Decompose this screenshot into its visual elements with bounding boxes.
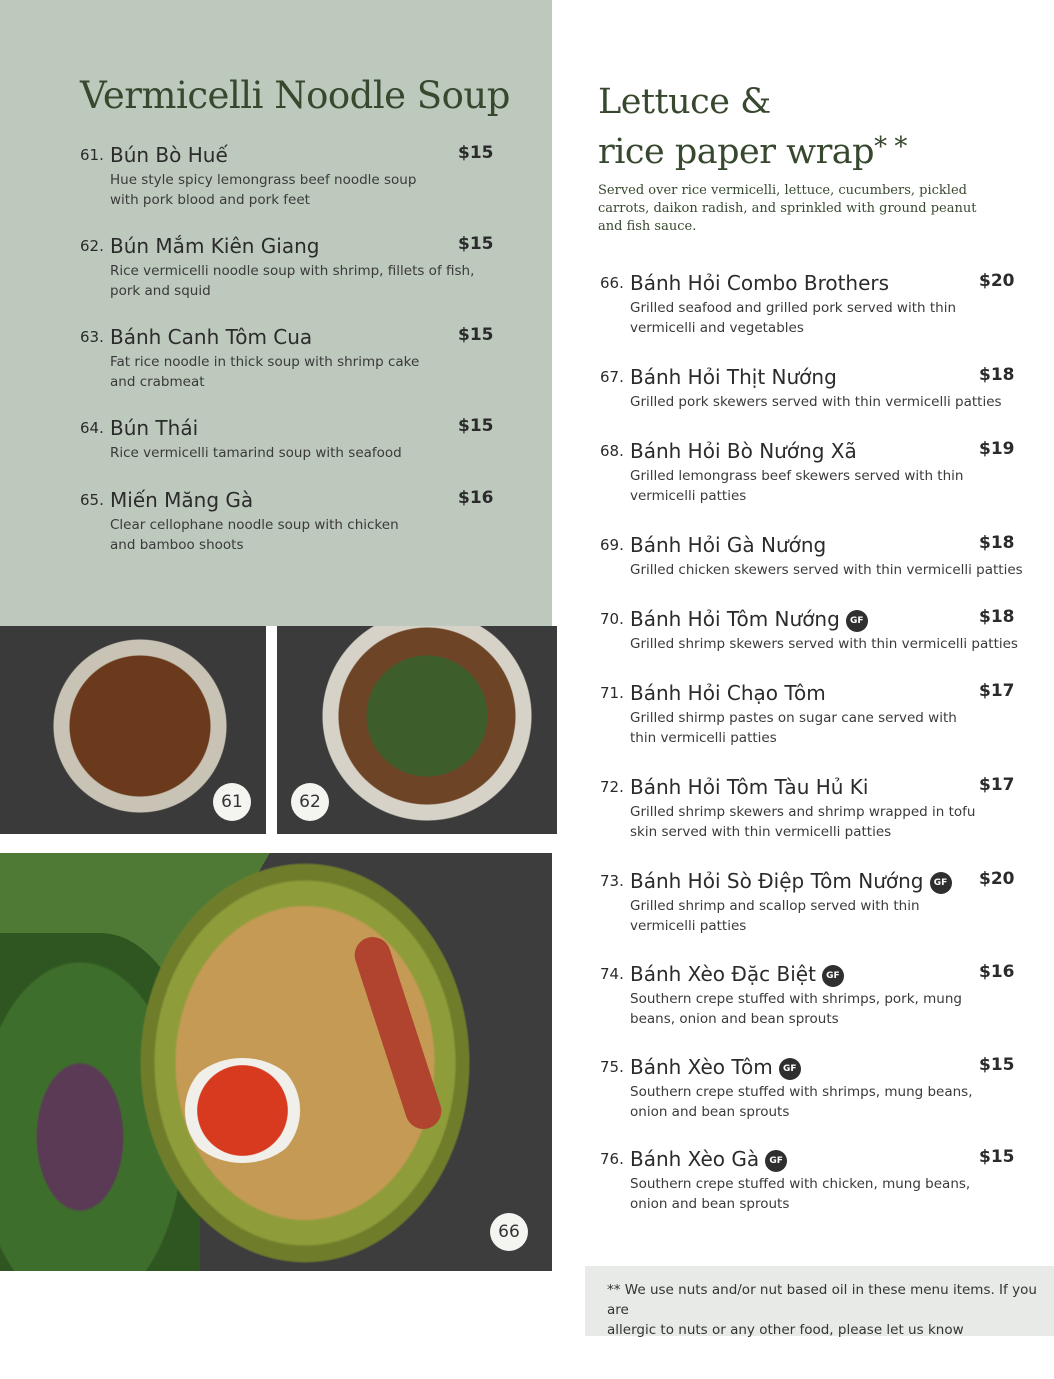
photo-dish-62 <box>277 626 557 834</box>
item-name <box>110 415 198 441</box>
menu-item-header <box>80 142 494 170</box>
menu-item-header <box>80 487 494 515</box>
item-number: 70. <box>600 610 624 628</box>
item-name-text: Bún Thái <box>110 416 199 440</box>
item-name-text: Bánh Xèo Gà <box>630 1147 760 1171</box>
item-name <box>630 774 868 800</box>
item-name <box>630 868 952 894</box>
intro-line: and fish sauce. <box>598 219 697 234</box>
menu-item <box>600 961 1015 1029</box>
item-description: Southern crepe stuffed with chicken, mung beans, <box>630 1176 971 1192</box>
item-name-text: Bánh Canh Tôm Cua <box>110 325 313 349</box>
item-name-text: Bánh Hỏi Sò Điệp Tôm Nướng <box>630 869 924 893</box>
section-title-lettuce-wrap <box>598 80 907 175</box>
item-description: Grilled chicken skewers served with thin vermicelli patties <box>630 562 1023 578</box>
gluten-free-icon: GF <box>930 872 952 894</box>
menu-item-header <box>600 270 1015 298</box>
item-description: Southern crepe stuffed with shrimps, mung beans, <box>630 1084 973 1100</box>
item-number: 72. <box>600 778 624 796</box>
menu-item <box>600 270 1015 338</box>
menu-item-header <box>600 1146 1015 1174</box>
item-description: onion and bean sprouts <box>630 1104 790 1120</box>
item-name <box>630 606 868 632</box>
item-name-text: Bánh Hỏi Chạo Tôm <box>630 681 826 705</box>
item-number: 61. <box>80 146 104 164</box>
item-description: vermicelli patties <box>630 488 747 504</box>
item-number: 62. <box>80 237 104 255</box>
item-number: 74. <box>600 965 624 983</box>
menu-item-header <box>600 532 1023 560</box>
item-number: 69. <box>600 536 624 554</box>
item-number: 65. <box>80 491 104 509</box>
menu-item-header <box>600 606 1018 634</box>
item-name <box>630 961 844 987</box>
section-title-vermicelli: Vermicelli Noodle Soup <box>80 74 510 117</box>
item-number: 66. <box>600 274 624 292</box>
menu-item <box>600 774 1015 842</box>
item-number: 75. <box>600 1058 624 1076</box>
item-description: onion and bean sprouts <box>630 1196 790 1212</box>
menu-item <box>600 1054 1015 1122</box>
item-name <box>630 680 826 706</box>
menu-item-header <box>80 324 494 352</box>
menu-item <box>600 364 1015 412</box>
item-price: $20 <box>979 869 1015 889</box>
item-description: beans, onion and bean sprouts <box>630 1011 839 1027</box>
item-price: $15 <box>458 325 494 345</box>
photo-badge-61: 61 <box>213 783 251 821</box>
item-number: 71. <box>600 684 624 702</box>
menu-item <box>80 233 494 301</box>
item-description: Southern crepe stuffed with shrimps, pork, mung <box>630 991 962 1007</box>
note-line: ** We use nuts and/or nut based oil in these menu items. If you are <box>607 1282 1037 1318</box>
item-name-text: Bánh Hỏi Tôm Tàu Hủ Ki <box>630 775 869 799</box>
section-intro <box>598 182 1018 236</box>
item-description: Grilled shrimp and scallop served with thin <box>630 898 920 914</box>
item-name-text: Bánh Xèo Tôm <box>630 1055 773 1079</box>
menu-item <box>600 532 1023 580</box>
menu-item <box>80 487 494 555</box>
item-price: $15 <box>458 143 494 163</box>
item-name <box>630 364 837 390</box>
menu-item <box>600 438 1015 506</box>
menu-item <box>600 1146 1015 1214</box>
menu-item <box>80 415 494 463</box>
item-name-text: Bún Mắm Kiên Giang <box>110 234 320 258</box>
menu-item <box>600 606 1018 654</box>
item-description: vermicelli patties <box>630 918 747 934</box>
item-price: $16 <box>458 488 494 508</box>
gluten-free-icon: GF <box>765 1150 787 1172</box>
title-stars: * * <box>874 132 907 162</box>
item-number: 73. <box>600 872 624 890</box>
item-price: $18 <box>979 607 1015 627</box>
item-name-text: Bánh Xèo Đặc Biệt <box>630 962 816 986</box>
item-description: Fat rice noodle in thick soup with shrimp cake <box>110 354 420 370</box>
item-description: vermicelli and vegetables <box>630 320 804 336</box>
menu-item <box>600 868 1015 936</box>
item-name <box>110 487 253 513</box>
item-name-text: Bánh Hỏi Thịt Nướng <box>630 365 837 389</box>
item-description: Rice vermicelli noodle soup with shrimp, fillets of fish, <box>110 263 475 279</box>
gluten-free-icon: GF <box>846 610 868 632</box>
item-description: Clear cellophane noodle soup with chicken <box>110 517 399 533</box>
item-price: $20 <box>979 271 1015 291</box>
item-name-text: Miến Măng Gà <box>110 488 254 512</box>
item-description: thin vermicelli patties <box>630 730 777 746</box>
photo-dish-61 <box>0 626 266 834</box>
item-name <box>110 142 228 168</box>
item-name-text: Bánh Hỏi Gà Nướng <box>630 533 827 557</box>
menu-item-header <box>600 774 1015 802</box>
menu-item-header <box>600 868 1015 896</box>
gluten-free-icon: GF <box>779 1058 801 1080</box>
item-price: $15 <box>979 1147 1015 1167</box>
item-description: and crabmeat <box>110 374 205 390</box>
sauce-bowl-illustration <box>180 1058 305 1163</box>
menu-item-header <box>600 364 1015 392</box>
item-description: Rice vermicelli tamarind soup with seafood <box>110 445 402 461</box>
photo-dish-66 <box>0 853 552 1271</box>
item-price: $16 <box>979 962 1015 982</box>
item-name-text: Bánh Hỏi Bò Nướng Xã <box>630 439 857 463</box>
item-price: $15 <box>979 1055 1015 1075</box>
item-description: Grilled lemongrass beef skewers served with thin <box>630 468 964 484</box>
item-price: $17 <box>979 681 1015 701</box>
item-price: $18 <box>979 365 1015 385</box>
item-price: $15 <box>458 234 494 254</box>
menu-item-header <box>600 680 1015 708</box>
menu-item <box>600 680 1015 748</box>
item-description: Grilled pork skewers served with thin vermicelli patties <box>630 394 1002 410</box>
item-description: Hue style spicy lemongrass beef noodle soup <box>110 172 417 188</box>
item-description: pork and squid <box>110 283 211 299</box>
intro-line: Served over rice vermicelli, lettuce, cucumbers, pickled <box>598 183 967 198</box>
note-line: allergic to nuts or any other food, please let us know <box>607 1322 964 1338</box>
allergy-note <box>585 1266 1054 1336</box>
menu-item-header <box>600 961 1015 989</box>
gluten-free-icon: GF <box>822 965 844 987</box>
item-name <box>630 1146 787 1172</box>
item-price: $19 <box>979 439 1015 459</box>
item-number: 64. <box>80 419 104 437</box>
item-price: $18 <box>979 533 1015 553</box>
item-number: 76. <box>600 1150 624 1168</box>
item-number: 63. <box>80 328 104 346</box>
item-name <box>630 1054 801 1080</box>
item-name-text: Bún Bò Huế <box>110 143 228 167</box>
photo-badge-66: 66 <box>490 1213 528 1251</box>
item-description: and bamboo shoots <box>110 537 244 553</box>
item-description: with pork blood and pork feet <box>110 192 310 208</box>
item-name <box>110 324 312 350</box>
item-name-text: Bánh Hỏi Combo Brothers <box>630 271 890 295</box>
item-number: 67. <box>600 368 624 386</box>
menu-item <box>80 142 494 210</box>
item-description: Grilled shrimp skewers and shrimp wrapped in tofu <box>630 804 976 820</box>
item-name <box>630 532 826 558</box>
title-line-2: rice paper wrap <box>598 132 875 172</box>
item-price: $15 <box>458 416 494 436</box>
menu-item-header <box>600 438 1015 466</box>
title-line-1: Lettuce & <box>598 82 771 122</box>
item-number: 68. <box>600 442 624 460</box>
item-name-text: Bánh Hỏi Tôm Nướng <box>630 607 840 631</box>
intro-line: carrots, daikon radish, and sprinkled with ground peanut <box>598 201 977 216</box>
menu-item <box>80 324 494 392</box>
item-price: $17 <box>979 775 1015 795</box>
photo-badge-62: 62 <box>291 783 329 821</box>
menu-item-header <box>80 233 494 261</box>
item-description: skin served with thin vermicelli patties <box>630 824 892 840</box>
item-description: Grilled seafood and grilled pork served with thin <box>630 300 957 316</box>
menu-item-header <box>80 415 494 443</box>
item-name <box>110 233 319 259</box>
item-name <box>630 270 889 296</box>
item-name <box>630 438 857 464</box>
item-description: Grilled shirmp pastes on sugar cane served with <box>630 710 957 726</box>
menu-item-header <box>600 1054 1015 1082</box>
item-description: Grilled shrimp skewers served with thin vermicelli patties <box>630 636 1018 652</box>
